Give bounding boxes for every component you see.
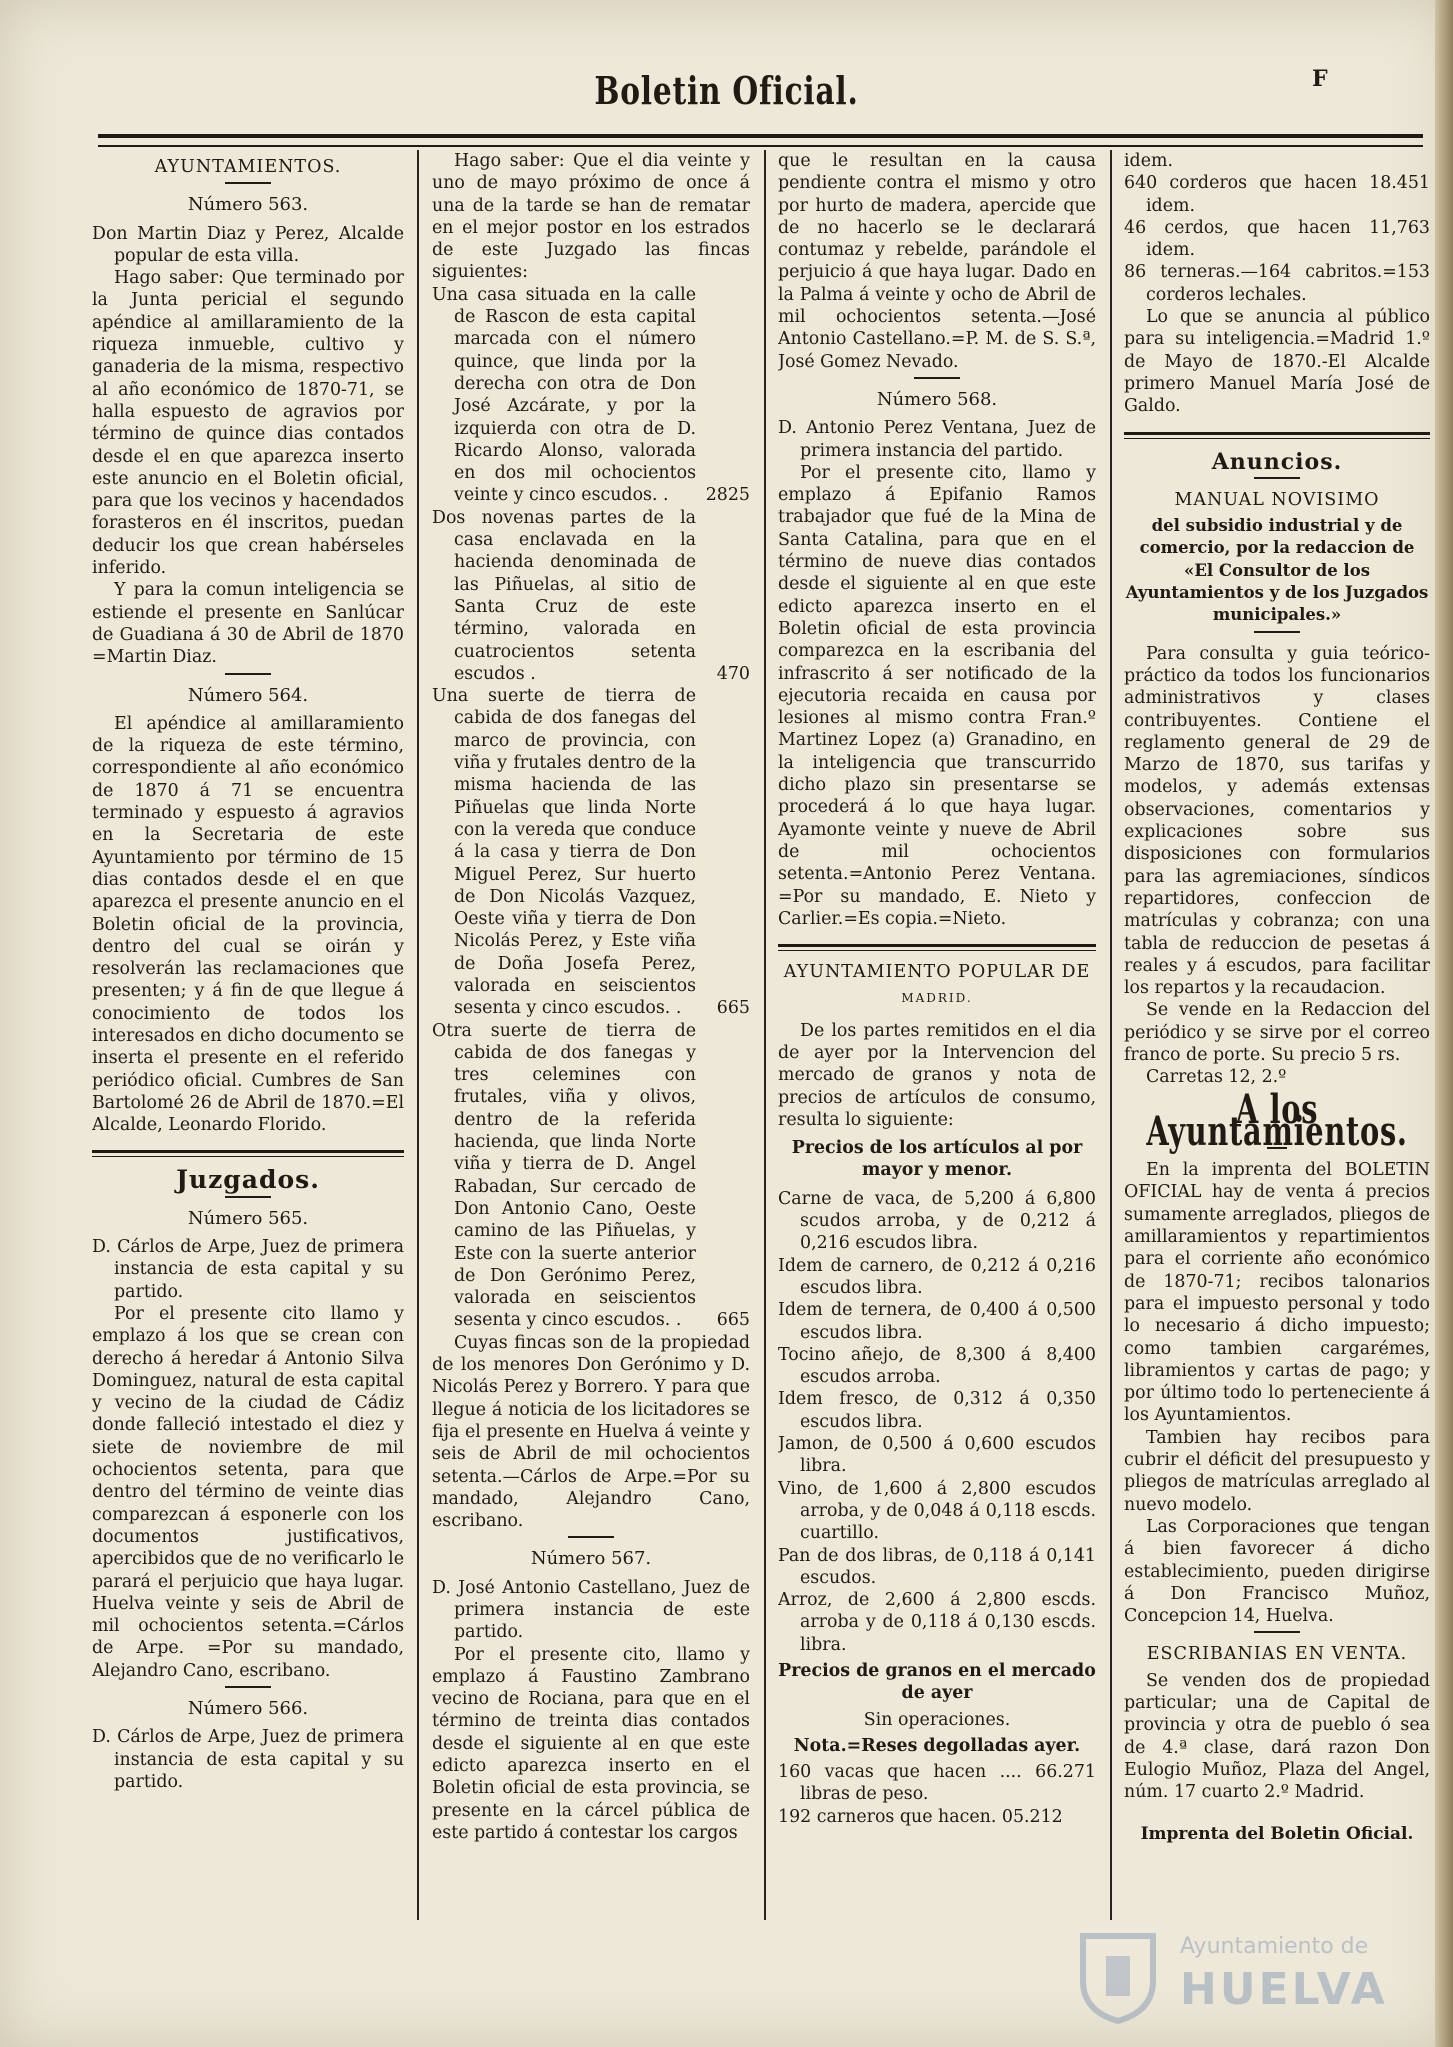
paragraph: D. Cárlos de Arpe, Juez de primera instancia de esta capital y su partido.: [92, 1237, 404, 1302]
paragraph: Las Corporaciones que tengan á bien favorecer á dicho establecimiento, pueden dirigirse á Don Francisco Muñoz, Concepcion 14, Huelva.: [1124, 1516, 1430, 1627]
short-rule: [1254, 1631, 1300, 1633]
slaughter-line: 640 corderos que hacen 18.451 idem.: [1124, 173, 1430, 216]
property-value: 470: [716, 663, 750, 684]
watermark-line-2: HUELVA: [1180, 1964, 1388, 2015]
short-rule: [225, 1196, 271, 1198]
paragraph: Por el presente cito, llamo y emplazo á Epifanio Ramos trabajador que fué de la Mina de Santa Catalina, para que en el término de nueve dias contados desde el siguiente al en que este edicto aparezca inserto en el Boletin oficial de esta provincia comparezca en la escribania del infrascrito á ser notificado de la ejecutoria recaida en causa por lesiones al mismo contra Fran.º Martinez Lopez (a) Granadino, en la inteligencia que transcurrido dicho plazo sin presentarse se procederá á lo que haya lugar. Ayamonte veinte y nueve de Abril de mil ochocientos setenta.=Antonio Perez Ventana. =Por su mandado, E. Nieto y Carlier.=Es copia.=Nieto.: [778, 462, 1096, 929]
price-line: Carne de vaca, de 5,200 á 6,800 scudos arroba, y de 0,212 á 0,216 escudos libra.: [778, 1188, 1096, 1254]
column-divider: [764, 150, 766, 1920]
section-ayuntamiento-madrid: AYUNTAMIENTO POPULAR DE: [783, 962, 1091, 983]
double-rule: [1124, 432, 1430, 439]
paragraph: Se vende en la Redaccion del periódico y se sirve por el correo franco de porte. Su precio 5 rs.: [1124, 1000, 1430, 1065]
column-2: [432, 150, 750, 1940]
printer-footer: Imprenta del Boletin Oficial.: [1140, 1824, 1414, 1845]
price-line: Arroz, de 2,600 á 2,800 escds. arroba y de 0,118 á 0,130 escds. libra.: [778, 1590, 1096, 1655]
paragraph: En la imprenta del BOLETIN OFICIAL hay de venta á precios sumamente arreglados, pliegos de amillaramientos y repartimientos para el corriente año económico de 1870-71; recibos talonarios para el impuesto personal y todo lo necesario á dicho impuesto; como tambien cargarémes, libramientos y cartas de pago; y por último todo lo perteneciente á los Ayuntamientos.: [1124, 1160, 1430, 1426]
column-3: [778, 150, 1096, 1940]
short-rule: [568, 1536, 614, 1538]
masthead-title: Boletin Oficial.: [594, 68, 859, 113]
price-line: Vino, de 1,600 á 2,800 escudos arroba, y de 0,048 á 0,118 escds. cuartillo.: [778, 1478, 1096, 1544]
section-anuncios: Anuncios.: [1211, 448, 1343, 475]
property-value: 665: [716, 1310, 750, 1331]
property-item: [432, 1020, 750, 1332]
ad-subtitle: del subsidio industrial y de comercio, por la redaccion de «El Consultor de los Ayuntamientos y de los Juzgados municipales.»: [1125, 516, 1429, 625]
section-subtitle: MADRID.: [901, 991, 973, 1006]
notice-number: Número 567.: [530, 1548, 652, 1570]
slaughter-line: 46 cerdos, que hacen 11,763 idem.: [1124, 217, 1430, 261]
column-divider: [417, 150, 419, 1920]
paragraph: Para consulta y guia teórico-práctico da todos los funcionarios administrativos y clases contribuyentes. Contiene el reglamento general de 29 de Marzo de 1870, sus tarifas y modelos, y además extensas observaciones, comentarios y explicaciones sobre sus disposiciones con formularios para las agremiaciones, síndicos repartidores, confeccion de matrículas y cobranza; con una tabla de reduccion de pesetas á reales y á escudos, para facilitar los repartos y la recaudacion.: [1124, 643, 1430, 999]
crest-icon: [1068, 1926, 1168, 2026]
paragraph: Carretas 12, 2.º: [1146, 1067, 1287, 1088]
property-description: Una suerte de tierra de cabida de dos fanegas del marco de provincia, con viña y frutales dentro de la misma hacienda de las Piñuelas que linda Norte con la vereda que conduce á la casa y tierra de Don Miguel Perez, Sur huerto de Don Nicolás Vazquez, Oeste viña y tierra de Don Nicolás Perez, y Este viña de Doña Josefa Perez, valorada en seiscientos sesenta y cinco escudos. .: [432, 686, 696, 1019]
price-line: Pan de dos libras, de 0,118 á 0,141 escudos.: [778, 1545, 1096, 1588]
slaughter-line: 86 terneras.—164 cabritos.=153 corderos lechales.: [1124, 262, 1430, 305]
price-line: Idem de ternera, de 0,400 á 0,500 escudos libra.: [778, 1300, 1096, 1343]
notice-number: Número 568.: [876, 388, 998, 410]
property-description: Otra suerte de tierra de cabida de dos fanegas y tres celemines con frutales, viña y olivos, dentro de la referida hacienda, que linda Norte viña y tierra de D. Angel Rabadan, Sur cercado de Don Antonio Cano, Oeste camino de las Piñuelas, y Este con la suerte anterior de Don Gerónimo Perez, valorada en seiscientos sesenta y cinco escudos. .: [432, 1020, 696, 1331]
double-rule: [92, 1150, 404, 1157]
grains-heading: Precios de granos en el mercado de ayer: [778, 1661, 1096, 1704]
notice-number: Número 563.: [187, 194, 309, 216]
short-rule: [914, 377, 960, 379]
price-line: Tocino añejo, de 8,300 á 8,400 escudos arroba.: [778, 1344, 1096, 1388]
paragraph: Tambien hay recibos para cubrir el déficit del presupuesto y pliegos de matrículas arreglado al nuevo modelo.: [1124, 1427, 1430, 1515]
short-rule: [1254, 631, 1300, 633]
paragraph: Lo que se anuncia al público para su inteligencia.=Madrid 1.º de Mayo de 1870.-El Alcalde primero Manuel María José de Galdo.: [1124, 307, 1430, 417]
property-item: [432, 507, 750, 685]
paragraph: que le resultan en la causa pendiente contra el mismo y otro por hurto de madera, apercide que de no hacerlo se le declarará contumaz y rebelde, parándole el perjuicio á que haya lugar. Dado en la Palma á veinte y ocho de Abril de mil ochocientos setenta.—José Antonio Castellano.=P. M. de S. S.ª, José Gomez Nevado.: [778, 151, 1096, 372]
ad-heading-ayuntamientos: A los Ayuntamientos.: [1146, 1085, 1408, 1155]
double-rule: [778, 944, 1096, 951]
watermark-line-1: Ayuntamiento de: [1180, 1934, 1369, 1959]
paragraph: El apéndice al amillaramiento de la riqueza de este término, correspondiente al año económico de 1870 á 71 se encuentra terminado y espuesto á agravios en la Secretaria de este Ayuntamiento por término de 15 dias contados desde el en que aparezca el presente anuncio en el Boletin oficial de la provincia, dentro del cual se oirán y resolverán las reclamaciones que presenten; y á fin de que llegue á conocimiento de todos los interesados en dicho documento se inserta el presente en el referido periódico oficial. Cumbres de San Bartolomé 26 de Abril de 1870.=El Alcalde, Leonardo Florido.: [92, 713, 404, 1136]
short-rule: [1254, 477, 1300, 479]
notice-number: Número 566.: [187, 1698, 309, 1719]
paragraph: Hago saber: Que terminado por la Junta pericial el segundo apéndice al amillaramiento de la riqueza inmueble, cultivo y ganaderia de la misma, respectivo al año económico de 1870-71, se halla espuesto de agravios por término de quince dias contados desde el en que aparezca inserto este anuncio en el Boletin oficial, para que los vecinos y hacendados forasteros en él inscritos, puedan deducir los que crean habérseles inferido.: [92, 268, 404, 579]
property-value: 2825: [705, 485, 750, 506]
property-description: Una casa situada en la calle de Rascon de esta capital marcada con el número quince, que linda por la derecha con otra de Don José Azcárate, y por la izquierda con otra de D. Ricardo Alonso, valorada en dos mil ochocientos veinte y cinco escudos. .: [432, 284, 696, 506]
short-rule: [225, 1686, 271, 1688]
paragraph: Se venden dos de propiedad particular; una de Capital de provincia y otra de pueblo ó sea de 4.ª clase, dará razon Don Eulogio Muñoz, Plaza del Angel, núm. 17 cuarto 2.º Madrid.: [1124, 1670, 1430, 1803]
ad-title: ESCRIBANIAS EN VENTA.: [1146, 1644, 1408, 1665]
short-rule: [225, 182, 271, 184]
notice-number: Número 565.: [187, 1207, 309, 1229]
property-value: 665: [716, 998, 750, 1019]
paragraph: D. Cárlos de Arpe, Juez de primera instancia de esta capital y su partido.: [92, 1727, 404, 1792]
column-4: [1124, 150, 1430, 1940]
paragraph: De los partes remitidos en el dia de ayer por la Intervencion del mercado de granos y nota de precios de artículos de consumo, resulta lo siguiente:: [778, 1020, 1096, 1130]
property-item: [432, 685, 750, 1019]
slaughter-line: 160 vacas que hacen .... 66.271 libras de peso.: [778, 1762, 1096, 1805]
property-item: [432, 284, 750, 507]
price-line: Jamon, de 0,500 á 0,600 escudos libra.: [778, 1434, 1096, 1477]
paragraph: Por el presente cito llamo y emplazo á los que se crean con derecho á heredar á Antonio Silva Dominguez, natural de esta capital y vecino de la ciudad de Cádiz donde falleció intestado el diez y siete de noviembre de mil ochocientos setenta, para que dentro del término de veinte dias comparezcan á esponerle con los documentos justificativos, apercibidos que de no verificarlo le parará el perjuicio que haya lugar. Huelva veinte y seis de Abril de mil ochocientos setenta.=Cárlos de Arpe. =Por su mandado, Alejandro Cano, escribano.: [92, 1303, 404, 1681]
archive-watermark: [1030, 1920, 1450, 2040]
notice-number: Número 564.: [187, 684, 309, 706]
slaughter-line: 192 carneros que hacen. 05.212: [778, 1806, 1063, 1827]
section-juzgados: Juzgados.: [176, 1165, 320, 1195]
no-operations: Sin operaciones.: [863, 1709, 1011, 1730]
property-description: Dos novenas partes de la casa enclavada en la hacienda denominada de las Piñuelas, al sitio de Santa Cruz de este término, valorada en cuatrocientos setenta escudos .: [432, 507, 696, 684]
prices-heading: Precios de los artículos al por mayor y menor.: [791, 1138, 1083, 1181]
paragraph: Por el presente cito, llamo y emplazo á Faustino Zambrano vecino de Rociana, para que en el término de treinta dias contados desde el siguiente al en que este edicto aparezca inserto en el Boletin oficial de esta provincia, se presente en la cárcel pública de este partido á contestar los cargos: [432, 1644, 750, 1843]
section-ayuntamientos: AYUNTAMIENTOS.: [154, 157, 342, 177]
slaughter-line: idem.: [1124, 151, 1174, 171]
top-rule: [98, 134, 1423, 147]
page-edge: [1435, 0, 1453, 2047]
paragraph: Y para la comun inteligencia se estiende el presente en Sanlúcar de Guadiana á 30 de Abril de 1870 =Martin Diaz.: [92, 580, 404, 668]
column-1: [92, 150, 404, 1940]
short-rule: [225, 673, 271, 675]
ad-title: MANUAL NOVISIMO: [1174, 489, 1380, 510]
paragraph: Cuyas fincas son de la propiedad de los menores Don Gerónimo y D. Nicolás Perez y Borrero. Y para que llegue á noticia de los licitadores se fija el presente en Huelva á veinte y seis de Abril de mil ochocientos setenta.—Cárlos de Arpe.=Por su mandado, Alejandro Cano, escribano.: [432, 1332, 750, 1532]
note-heading: Nota.=Reses degolladas ayer.: [793, 1735, 1081, 1756]
column-divider: [1110, 150, 1112, 1920]
price-line: Idem de carnero, de 0,212 á 0,216 escudos libra.: [778, 1255, 1096, 1298]
paragraph: D. Antonio Perez Ventana, Juez de primera instancia del partido.: [778, 418, 1096, 461]
paragraph: Hago saber: Que el dia veinte y uno de mayo próximo de once á una de la tarde se han de rematar en el mejor postor en los estrados de este Juzgado las fincas siguientes:: [432, 151, 750, 283]
paragraph: D. José Antonio Castellano, Juez de primera instancia de este partido.: [432, 1577, 750, 1643]
paragraph: Don Martin Diaz y Perez, Alcalde popular de esta villa.: [92, 223, 404, 266]
price-line: Idem fresco, de 0,312 á 0,350 escudos libra.: [778, 1389, 1096, 1432]
page-mark: F: [1312, 66, 1328, 92]
